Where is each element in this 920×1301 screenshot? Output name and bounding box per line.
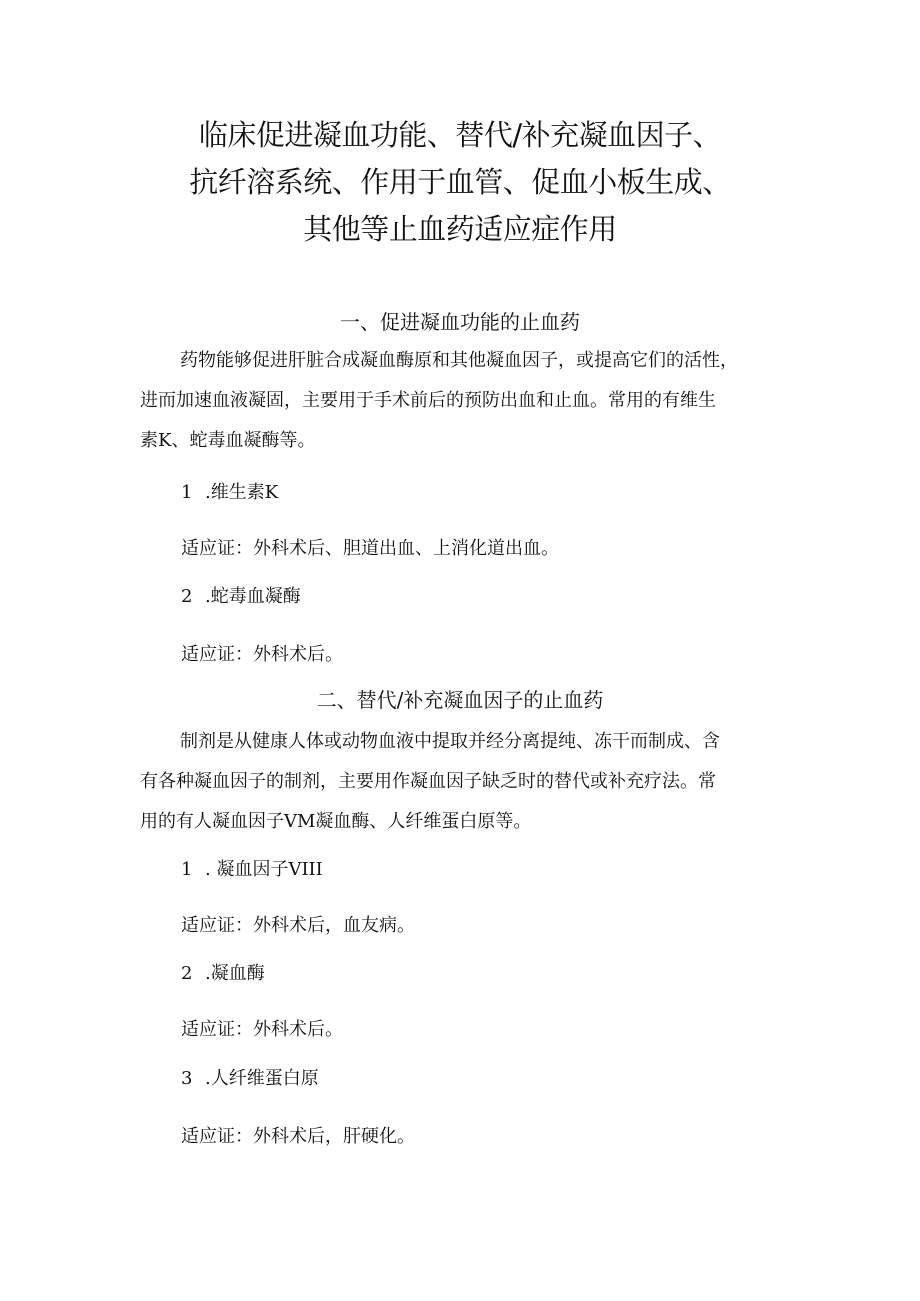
section-1-item-1-indication: 适应证：外科术后、胆道出血、上消化道出血。 [181,538,559,559]
item-name: .维生素K [205,482,279,503]
section-2-item-1-indication: 适应证：外科术后，血友病。 [181,915,415,936]
section-1-item-2-indication: 适应证：外科术后。 [181,644,343,665]
section-2-item-1-title [181,857,323,883]
item-number: 1 [181,859,193,880]
section-2-intro-line-1: 制剂是从健康人体或动物血液中提取并经分离提纯、冻干而制成、含 [180,731,720,752]
section-2-heading: 二、替代/补充凝血因子的止血药 [316,688,604,712]
document-title [100,112,820,253]
title-line-2: 抗纤溶系统、作用于血管、促血小板生成、 [189,165,731,199]
section-2-intro-line-3: 用的有人凝血因子VM凝血酶、人纤维蛋白原等。 [140,811,532,832]
item-name: . 凝血因子VIII [205,859,323,880]
section-1-item-1-title [181,480,278,506]
item-number: 1 [181,482,193,503]
item-name: .凝血酶 [205,963,265,984]
section-1-intro-line-2: 进而加速血液凝固，主要用于手术前后的预防出血和止血。常用的有维生 [140,390,716,411]
section-2-intro [140,722,782,842]
item-number: 2 [181,586,193,607]
section-1-item-2-title [181,584,301,610]
title-line-3: 其他等止血药适应症作用 [303,212,617,246]
item-number: 3 [181,1068,193,1089]
section-2-item-2-title [181,961,265,987]
section-2-item-3-title [181,1066,319,1092]
section-2-item-3-indication: 适应证：外科术后，肝硬化。 [181,1126,415,1147]
section-1-intro-line-3: 素K、蛇毒血凝酶等。 [140,430,316,451]
section-2-intro-line-2: 有各种凝血因子的制剂，主要用作凝血因子缺乏时的替代或补充疗法。常 [140,771,716,792]
section-1-intro [140,341,782,461]
section-2-item-2-indication: 适应证：外科术后。 [181,1019,343,1040]
section-1-heading: 一、促进凝血功能的止血药 [340,310,580,334]
title-line-1: 临床促进凝血功能、替代/补充凝血因子、 [198,118,722,152]
item-name: .人纤维蛋白原 [205,1068,319,1089]
item-name: .蛇毒血凝酶 [205,586,301,607]
section-1-intro-line-1: 药物能够促进肝脏合成凝血酶原和其他凝血因子，或提高它们的活性， [180,350,738,371]
item-number: 2 [181,963,193,984]
